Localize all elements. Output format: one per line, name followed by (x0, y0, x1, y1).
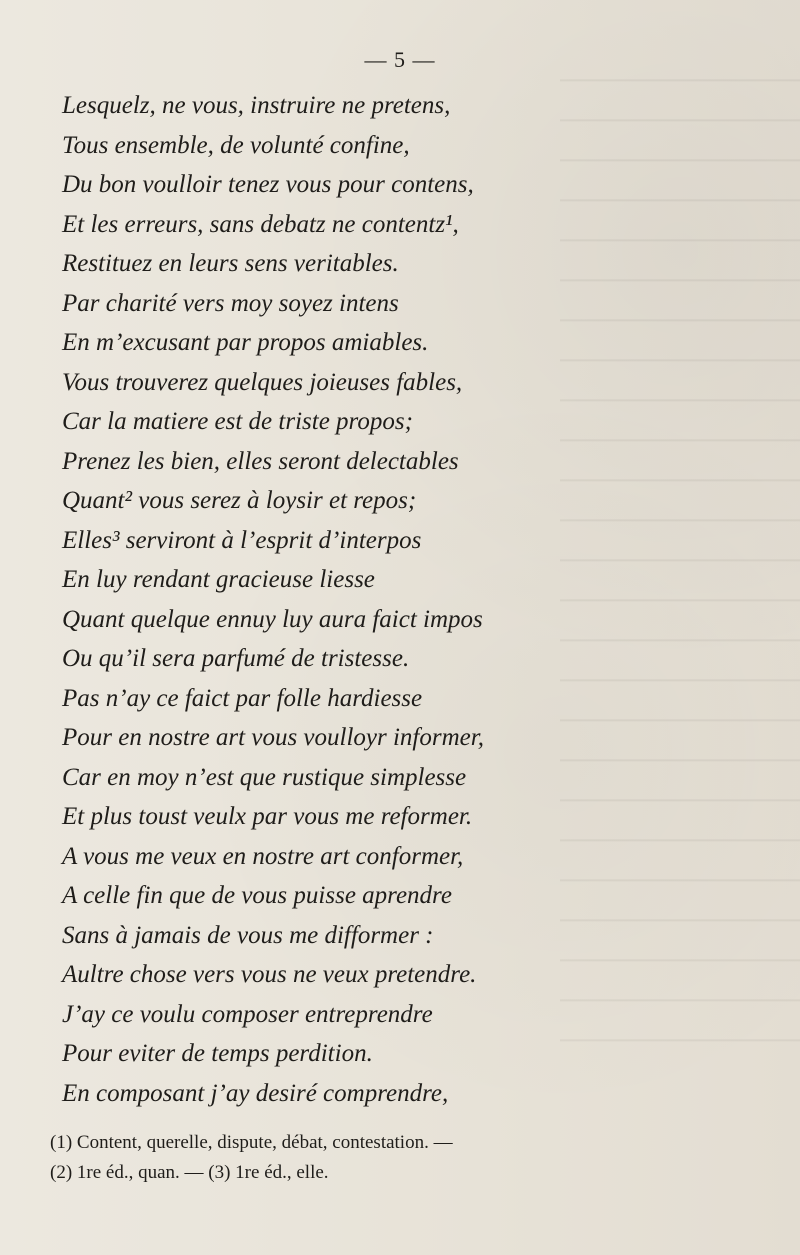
verse-line-2: Tous ensemble, de volunté confine, (62, 131, 410, 159)
verse-line-21: A celle fin que de vous puisse aprendre (62, 882, 452, 909)
verse-line-4: Et les erreurs, sans debatz ne contentz¹, (62, 210, 459, 238)
verse-line-1: Lesquelz, ne vous, instruire ne pretens, (62, 92, 451, 119)
verse-line-24: J’ay ce voulu composer entreprendre (62, 1000, 433, 1028)
verse-line-15: Ou qu’il sera parfumé de tristesse. (62, 645, 410, 672)
verse-line-7: En m’excusant par propos amiables. (62, 329, 429, 356)
footnote-line-2: (2) 1re éd., quan. — (3) 1re éd., elle. (50, 1162, 329, 1183)
verse-line-20: A vous me veux en nostre art conformer, (62, 842, 464, 870)
verse-line-6: Par charité vers moy soyez intens (62, 289, 399, 317)
verse-line-13: En luy rendant gracieuse liesse (62, 566, 375, 593)
verse-line-12: Elles³ serviront à l’esprit d’interpos (62, 526, 422, 554)
verse-line-17: Pour en nostre art vous voulloyr informer, (62, 724, 484, 751)
verse-line-14: Quant quelque ennuy luy aura faict impos (62, 605, 483, 633)
verse-line-22: Sans à jamais de vous me difformer : (62, 921, 434, 949)
verse-line-10: Prenez les bien, elles seront delectables (62, 447, 459, 475)
footnotes (50, 1128, 730, 1188)
verse-block (62, 86, 702, 1113)
verse-line-26: En composant j’ay desiré comprendre, (62, 1079, 449, 1107)
page-number: — 5 — (364, 47, 436, 72)
verse-line-11: Quant² vous serez à loysir et repos; (62, 487, 417, 514)
verse-line-25: Pour eviter de temps perdition. (62, 1040, 373, 1067)
verse-line-5: Restituez en leurs sens veritables. (62, 250, 399, 277)
verse-line-3: Du bon voulloir tenez vous pour contens, (62, 171, 474, 198)
verse-line-16: Pas n’ay ce faict par folle hardiesse (62, 684, 423, 712)
verse-line-8: Vous trouverez quelques joieuses fables, (62, 368, 463, 396)
verse-line-19: Et plus toust veulx par vous me reformer. (62, 803, 473, 830)
verse-line-18: Car en moy n’est que rustique simplesse (62, 763, 467, 791)
footnote-line-1: (1) Content, querelle, dispute, débat, contestation. — (50, 1132, 453, 1153)
verse-line-9: Car la matiere est de triste propos; (62, 408, 413, 435)
verse-line-23: Aultre chose vers vous ne veux pretendre. (62, 961, 477, 988)
